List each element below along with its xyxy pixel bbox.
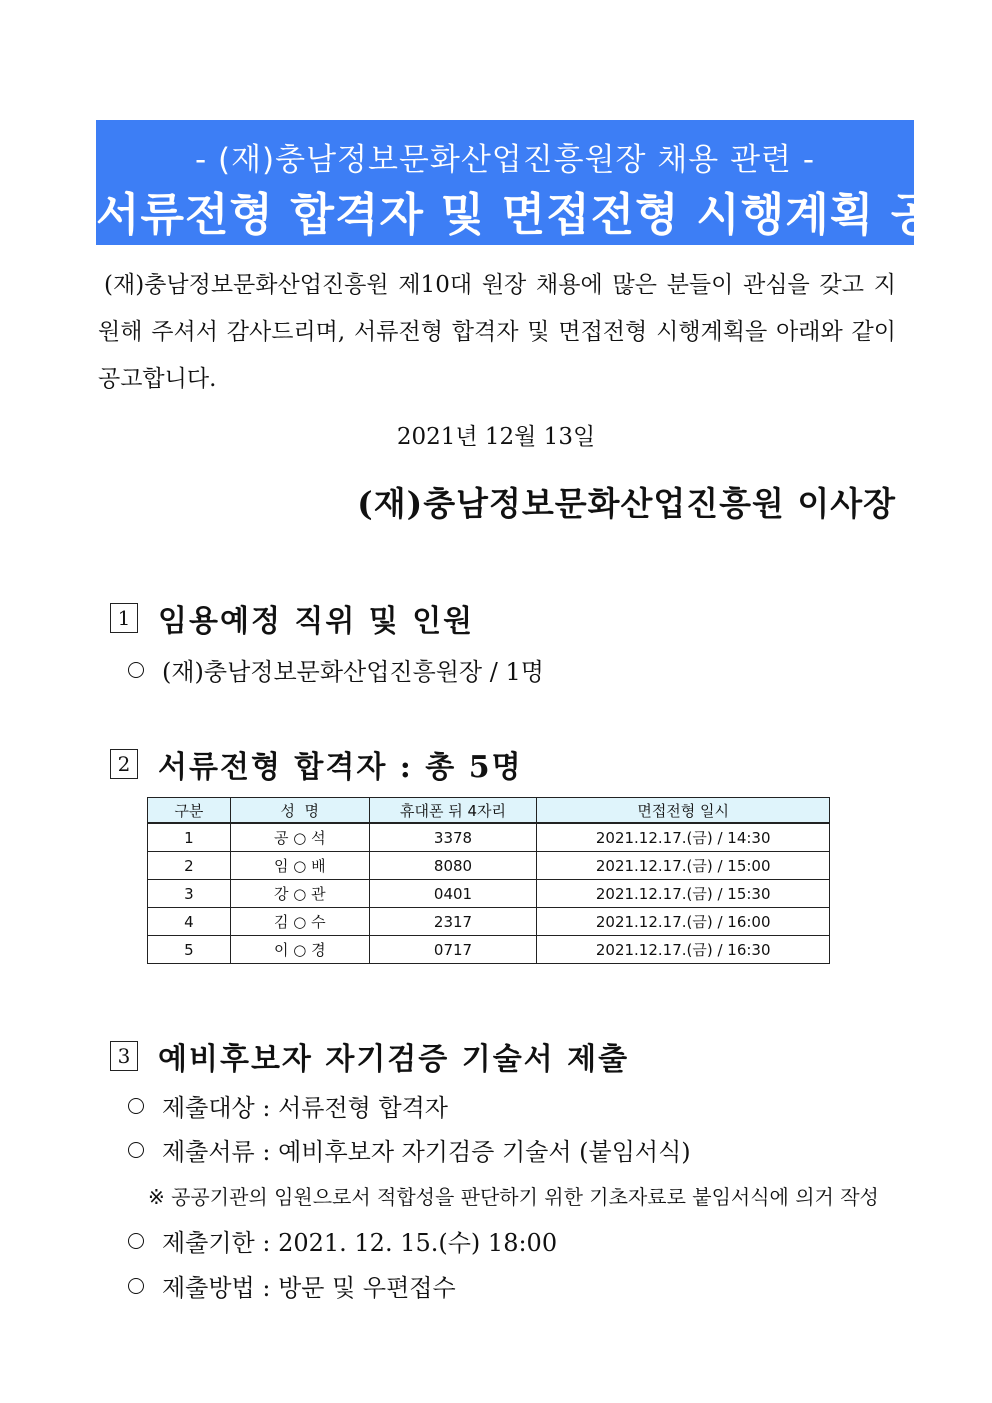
bullet-text: 제출대상 : 서류전형 합격자 (162, 1094, 448, 1122)
banner-title: 서류전형 합격자 및 면접전형 시행계획 공고 (96, 188, 980, 241)
bullet-circle-icon (128, 1142, 144, 1158)
section-3-bullet (128, 1088, 448, 1123)
cell-name: 강 ○ 관 (230, 880, 369, 908)
section-2-number: 2 (110, 749, 138, 779)
column-header-name: 성 명 (230, 798, 369, 824)
cell-phone: 0401 (369, 880, 537, 908)
bullet-circle-icon (128, 1278, 144, 1294)
cell-interview-time: 2021.12.17.(금) / 15:00 (537, 852, 830, 880)
bullet-text: 제출방법 : 방문 및 우편접수 (162, 1274, 456, 1302)
cell-phone: 3378 (369, 823, 537, 852)
cell-phone: 2317 (369, 908, 537, 936)
cell-number: 1 (148, 823, 231, 852)
candidate-table (147, 797, 830, 964)
cell-name: 공 ○ 석 (230, 823, 369, 852)
cell-number: 5 (148, 936, 231, 964)
cell-interview-time: 2021.12.17.(금) / 16:00 (537, 908, 830, 936)
cell-number: 2 (148, 852, 231, 880)
cell-name: 이 ○ 경 (230, 936, 369, 964)
section-1-title: 임용예정 직위 및 인원 (158, 604, 475, 639)
section-2-title: 서류전형 합격자 : 총 5명 (158, 750, 523, 785)
table-row (148, 908, 830, 936)
table-row (148, 880, 830, 908)
section-1-bullet (128, 652, 544, 687)
announcement-date: 2021년 12월 13일 (396, 424, 596, 450)
cell-number: 3 (148, 880, 231, 908)
column-header-phone: 휴대폰 뒤 4자리 (369, 798, 537, 824)
column-header-interview-time: 면접전형 일시 (537, 798, 830, 824)
cell-phone: 8080 (369, 852, 537, 880)
cell-name: 임 ○ 배 (230, 852, 369, 880)
bullet-text: (재)충남정보문화산업진흥원장 / 1명 (162, 658, 544, 686)
section-3-bullet (128, 1132, 691, 1167)
title-banner (96, 120, 980, 245)
table-row (148, 823, 830, 852)
section-3-number: 3 (110, 1041, 138, 1071)
bullet-circle-icon (128, 662, 144, 678)
section-1-number: 1 (110, 603, 138, 633)
bullet-text: 제출기한 : 2021. 12. 15.(수) 18:00 (162, 1229, 558, 1257)
table-row (148, 936, 830, 964)
section-3-title: 예비후보자 자기검증 기술서 제출 (158, 1042, 630, 1077)
signer: (재)충남정보문화산업진흥원 이사장 (357, 484, 896, 523)
cell-interview-time: 2021.12.17.(금) / 14:30 (537, 823, 830, 852)
banner-subtitle: - (재)충남정보문화산업진흥원장 채용 관련 - (194, 142, 816, 178)
table-row (148, 852, 830, 880)
section-3-heading (110, 1034, 629, 1078)
bullet-text: 제출서류 : 예비후보자 자기검증 기술서 (붙임서식) (162, 1138, 691, 1166)
column-header-number: 구분 (148, 798, 231, 824)
submission-note: ※ 공공기관의 임원으로서 적합성을 판단하기 위한 기초자료로 붙임서식에 의거 작성 (148, 1185, 879, 1209)
intro-paragraph: (재)충남정보문화산업진흥원 제10대 원장 채용에 많은 분들이 관심을 갖고 지원해 주셔서 감사드리며, 서류전형 합격자 및 면접전형 시행계획을 아래와 같이 공고합니다. (98, 272, 896, 392)
table-header-row (148, 798, 830, 824)
cell-phone: 0717 (369, 936, 537, 964)
section-1-heading (110, 596, 474, 640)
cell-interview-time: 2021.12.17.(금) / 15:30 (537, 880, 830, 908)
section-3-bullet (128, 1223, 557, 1258)
section-3-bullet (128, 1268, 456, 1303)
bullet-circle-icon (128, 1233, 144, 1249)
cell-name: 김 ○ 수 (230, 908, 369, 936)
cell-interview-time: 2021.12.17.(금) / 16:30 (537, 936, 830, 964)
cell-number: 4 (148, 908, 231, 936)
bullet-circle-icon (128, 1098, 144, 1114)
section-2-heading (110, 742, 523, 786)
